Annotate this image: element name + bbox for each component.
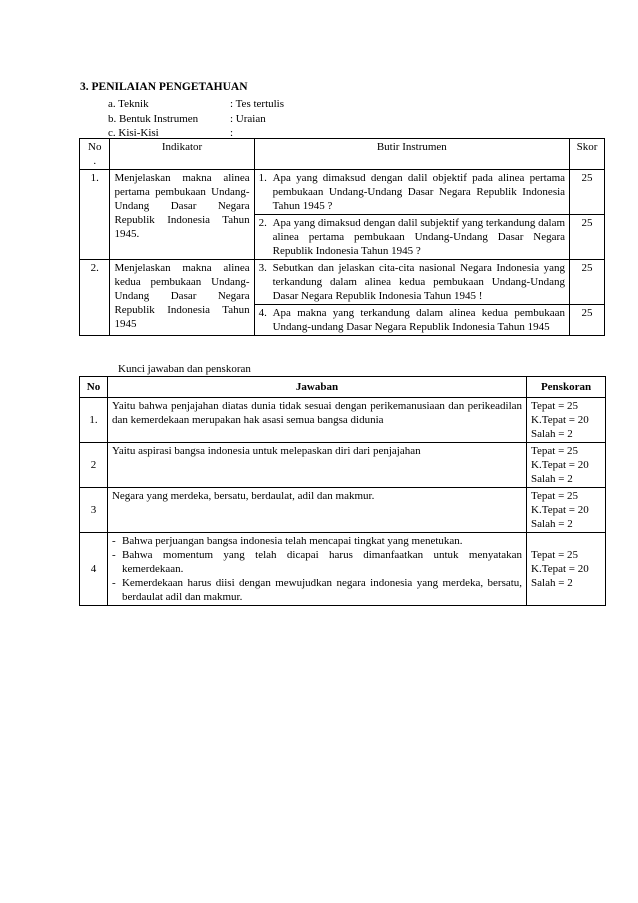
header-penskoran: Penskoran [527, 377, 606, 398]
table-header-row [80, 139, 605, 170]
score-salah: Salah = 2 [531, 577, 573, 589]
answer-caption: Kunci jawaban dan penskoran [118, 363, 251, 375]
row-indikator: Menjelaskan makna alinea kedua pembukaan Undang-Undang Dasar Negara Republik Indonesia Tahun 1945 [110, 260, 254, 336]
list-item: - Bahwa momentum yang telah dicapai harus dimanfaatkan untuk menyatakan kemerdekaan. [111, 549, 523, 575]
row-jawaban: Yaitu bahwa penjajahan diatas dunia tidak sesuai dengan perikemanusiaan dan perikeadilan dan kemerdekaan merupakan hak asasi semua bangsa didunia [107, 398, 526, 443]
table-row [80, 260, 605, 305]
row-no: 4 [80, 533, 108, 606]
header-no: No [80, 377, 108, 398]
answer-bullets [112, 534, 522, 604]
meta-value: : [230, 127, 234, 139]
score-tepat: Tepat = 25 [531, 400, 579, 412]
header-jawaban: Jawaban [107, 377, 526, 398]
row-butir [254, 170, 569, 215]
row-no: 2 [80, 443, 108, 488]
meta-value: : Uraian [230, 112, 266, 125]
table-row [80, 170, 605, 215]
row-jawaban: Yaitu aspirasi bangsa indonesia untuk melepaskan diri dari penjajahan [107, 443, 526, 488]
meta-row-bentuk [108, 112, 284, 127]
item-text: Apa yang dimaksud dengan dalil objektif pada alinea pertama pembukaan Undang-Undang Dasar Negara Republik Indonesia Tahun 1945 ? [272, 172, 566, 212]
list-item: - Bahwa perjuangan bangsa indonesia telah mencapai tingkat yang menetukan. [111, 535, 463, 547]
score-tepat: Tepat = 25 [531, 549, 579, 561]
row-penskoran [527, 533, 606, 606]
header-no: No . [80, 139, 110, 170]
table-row [80, 533, 606, 606]
table-row [80, 398, 606, 443]
item-number: 4. [258, 307, 267, 319]
row-butir [254, 305, 569, 336]
score-salah: Salah = 2 [531, 518, 573, 530]
row-no: 1. [80, 170, 110, 260]
row-penskoran [527, 488, 606, 533]
score-salah: Salah = 2 [531, 473, 573, 485]
row-jawaban [107, 533, 526, 606]
row-no: 1. [80, 398, 108, 443]
row-jawaban: Negara yang merdeka, bersatu, berdaulat, adil dan makmur. [107, 488, 526, 533]
header-indikator: Indikator [110, 139, 254, 170]
score-kurang-tepat: K.Tepat = 20 [531, 459, 589, 471]
row-skor: 25 [570, 260, 605, 305]
section-title: 3. PENILAIAN PENGETAHUAN [80, 81, 248, 93]
table-row [80, 488, 606, 533]
meta-value: : Tes tertulis [230, 98, 285, 110]
item-text: Apa makna yang terkandung dalam alinea kedua pembukaan Undang-undang Dasar Negara Republik Indonesia Tahun 1945 [272, 307, 566, 333]
score-kurang-tepat: K.Tepat = 20 [531, 563, 589, 575]
score-tepat: Tepat = 25 [531, 490, 579, 502]
meta-label: b. Bentuk Instrumen [108, 112, 199, 125]
item-text: Sebutkan dan jelaskan cita-cita nasional Negara Indonesia yang terkandung dalam alinea kedua pembukaan Undang-Undang Dasar Negara Republik Indonesia Tahun 1945 ! [272, 262, 566, 302]
header-butir: Butir Instrumen [254, 139, 569, 170]
meta-row-teknik [108, 97, 284, 112]
row-butir [254, 215, 569, 260]
list-item: - Kemerdekaan harus diisi dengan mewujudkan negara indonesia yang merdeka, bersatu, berdaulat adil dan makmur. [111, 577, 523, 603]
grid-table [79, 138, 605, 336]
score-tepat: Tepat = 25 [531, 445, 579, 457]
item-number: 1. [258, 172, 267, 184]
answer-table [79, 376, 606, 606]
item-text: Apa yang dimaksud dengan dalil subjektif yang terkandung dalam alinea pertama pembukaan Undang-Undang Dasar Negara Republik Indonesia Tahun 1945 ? [272, 217, 566, 257]
row-indikator: Menjelaskan makna alinea pertama pembukaan Undang-Undang Dasar Negara Republik Indonesia Tahun 1945. [110, 170, 254, 260]
row-skor: 25 [570, 215, 605, 260]
row-penskoran [527, 443, 606, 488]
row-penskoran [527, 398, 606, 443]
row-butir [254, 260, 569, 305]
score-salah: Salah = 2 [531, 428, 573, 440]
score-kurang-tepat: K.Tepat = 20 [531, 414, 589, 426]
row-skor: 25 [570, 170, 605, 215]
table-header-row [80, 377, 606, 398]
row-skor: 25 [570, 305, 605, 336]
row-no: 2. [80, 260, 110, 336]
meta-label: c. Kisi-Kisi [108, 127, 159, 139]
score-kurang-tepat: K.Tepat = 20 [531, 504, 589, 516]
table-row [80, 443, 606, 488]
assessment-meta [108, 97, 284, 141]
meta-label: a. Teknik [108, 98, 149, 110]
row-no: 3 [80, 488, 108, 533]
header-skor: Skor [570, 139, 605, 170]
item-number: 2. [258, 217, 267, 229]
item-number: 3. [258, 262, 267, 274]
